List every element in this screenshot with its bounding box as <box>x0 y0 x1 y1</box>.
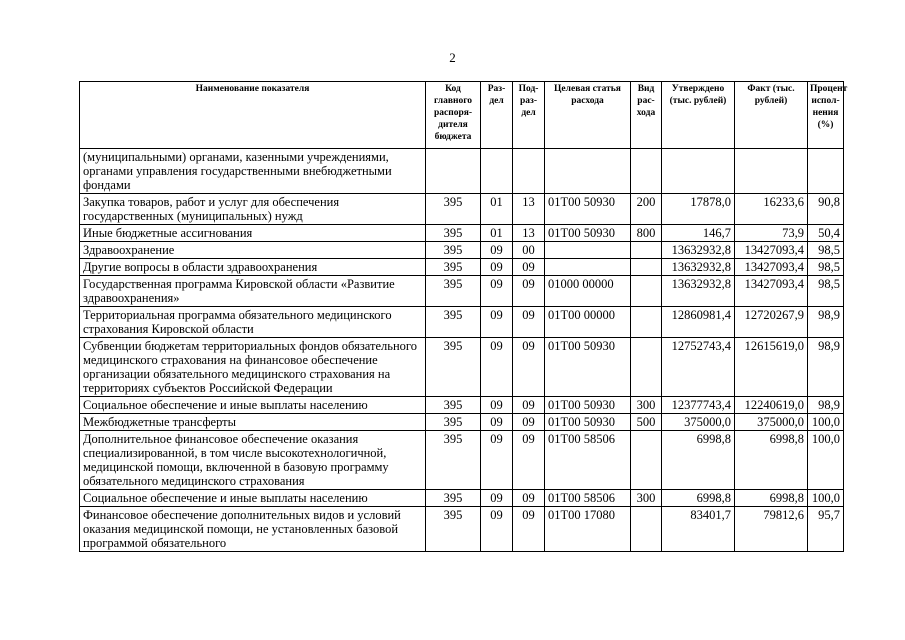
cell-section: 01 <box>481 194 513 225</box>
page-number: 2 <box>449 50 456 65</box>
cell-target: 01Т00 50930 <box>545 338 631 397</box>
cell-code: 395 <box>426 338 481 397</box>
cell-section: 09 <box>481 397 513 414</box>
cell-name: Социальное обеспечение и иные выплаты населению <box>80 397 426 414</box>
cell-actual: 13427093,4 <box>735 242 808 259</box>
cell-name: (муниципальными) органами, казенными учреждениями, органами управления государственными внебюджетными фондами <box>80 149 426 194</box>
cell-percent: 50,4 <box>808 225 844 242</box>
cell-section: 09 <box>481 338 513 397</box>
cell-section: 09 <box>481 276 513 307</box>
table-row <box>80 338 844 397</box>
header-approved: Утверждено (тыс. рублей) <box>662 82 735 149</box>
cell-code: 395 <box>426 397 481 414</box>
table-header-row <box>80 82 844 149</box>
cell-target: 01Т00 50930 <box>545 397 631 414</box>
cell-code: 395 <box>426 259 481 276</box>
cell-percent: 95,7 <box>808 507 844 552</box>
table-row <box>80 194 844 225</box>
cell-approved: 13632932,8 <box>662 259 735 276</box>
cell-code: 395 <box>426 490 481 507</box>
cell-percent <box>808 149 844 194</box>
header-subsection: Под-раз-дел <box>513 82 545 149</box>
header-section: Раз-дел <box>481 82 513 149</box>
cell-code: 395 <box>426 414 481 431</box>
cell-percent: 98,5 <box>808 242 844 259</box>
cell-type: 200 <box>631 194 662 225</box>
cell-target: 01Т00 50930 <box>545 194 631 225</box>
cell-section: 09 <box>481 242 513 259</box>
cell-type: 300 <box>631 397 662 414</box>
cell-target <box>545 259 631 276</box>
table-row <box>80 397 844 414</box>
cell-percent: 98,5 <box>808 276 844 307</box>
cell-subsection: 13 <box>513 194 545 225</box>
table-row <box>80 276 844 307</box>
cell-subsection: 13 <box>513 225 545 242</box>
cell-section: 09 <box>481 414 513 431</box>
cell-percent: 100,0 <box>808 414 844 431</box>
cell-approved: 146,7 <box>662 225 735 242</box>
header-percent: Процент испол-нения (%) <box>808 82 844 149</box>
cell-actual: 12720267,9 <box>735 307 808 338</box>
cell-subsection: 09 <box>513 507 545 552</box>
cell-target: 01Т00 58506 <box>545 431 631 490</box>
cell-approved: 12377743,4 <box>662 397 735 414</box>
table-row <box>80 242 844 259</box>
cell-type <box>631 507 662 552</box>
cell-actual: 13427093,4 <box>735 276 808 307</box>
cell-target: 01000 00000 <box>545 276 631 307</box>
cell-name: Дополнительное финансовое обеспечение оказания специализированной, в том числе высокотехнологичной, медицинской помощи, включенной в базовую программу обязательного медицинского страхования <box>80 431 426 490</box>
cell-subsection: 09 <box>513 259 545 276</box>
cell-name: Финансовое обеспечение дополнительных видов и условий оказания медицинской помощи, не установленных базовой программой обязательного <box>80 507 426 552</box>
cell-name: Здравоохранение <box>80 242 426 259</box>
cell-type <box>631 431 662 490</box>
cell-section: 09 <box>481 490 513 507</box>
cell-type: 800 <box>631 225 662 242</box>
cell-code: 395 <box>426 194 481 225</box>
cell-name: Другие вопросы в области здравоохранения <box>80 259 426 276</box>
cell-section: 09 <box>481 259 513 276</box>
cell-name: Субвенции бюджетам территориальных фондов обязательного медицинского страхования на финансовое обеспечение организации обязательного медицинского страхования на территориях субъектов Российской Федерации <box>80 338 426 397</box>
cell-actual: 79812,6 <box>735 507 808 552</box>
cell-name: Территориальная программа обязательного медицинского страхования Кировской области <box>80 307 426 338</box>
cell-target: 01Т00 17080 <box>545 507 631 552</box>
cell-name: Закупка товаров, работ и услуг для обеспечения государственных (муниципальных) нужд <box>80 194 426 225</box>
cell-percent: 98,9 <box>808 397 844 414</box>
cell-subsection: 09 <box>513 397 545 414</box>
cell-actual: 13427093,4 <box>735 259 808 276</box>
table-row <box>80 431 844 490</box>
cell-name: Межбюджетные трансферты <box>80 414 426 431</box>
cell-section: 09 <box>481 507 513 552</box>
cell-approved: 375000,0 <box>662 414 735 431</box>
cell-type: 300 <box>631 490 662 507</box>
cell-actual: 12615619,0 <box>735 338 808 397</box>
cell-percent: 98,9 <box>808 307 844 338</box>
cell-section <box>481 149 513 194</box>
budget-table <box>79 81 848 552</box>
cell-type <box>631 259 662 276</box>
cell-code: 395 <box>426 307 481 338</box>
cell-target: 01Т00 00000 <box>545 307 631 338</box>
cell-section: 09 <box>481 431 513 490</box>
cell-approved: 13632932,8 <box>662 276 735 307</box>
cell-section: 01 <box>481 225 513 242</box>
header-type: Вид рас-хода <box>631 82 662 149</box>
cell-subsection: 09 <box>513 338 545 397</box>
cell-type: 500 <box>631 414 662 431</box>
cell-subsection: 09 <box>513 431 545 490</box>
table-row <box>80 149 844 194</box>
cell-approved: 83401,7 <box>662 507 735 552</box>
cell-actual: 375000,0 <box>735 414 808 431</box>
header-actual: Факт (тыс. рублей) <box>735 82 808 149</box>
cell-actual: 6998,8 <box>735 490 808 507</box>
cell-name: Государственная программа Кировской области «Развитие здравоохранения» <box>80 276 426 307</box>
cell-type <box>631 149 662 194</box>
cell-type <box>631 338 662 397</box>
header-target: Целевая статья расхода <box>545 82 631 149</box>
cell-percent: 90,8 <box>808 194 844 225</box>
cell-target: 01Т00 50930 <box>545 225 631 242</box>
cell-target: 01Т00 50930 <box>545 414 631 431</box>
cell-name: Иные бюджетные ассигнования <box>80 225 426 242</box>
cell-type <box>631 307 662 338</box>
cell-percent: 100,0 <box>808 431 844 490</box>
cell-approved <box>662 149 735 194</box>
cell-subsection: 00 <box>513 242 545 259</box>
cell-subsection <box>513 149 545 194</box>
cell-target: 01Т00 58506 <box>545 490 631 507</box>
header-name: Наименование показателя <box>80 82 426 149</box>
cell-type <box>631 276 662 307</box>
cell-percent: 100,0 <box>808 490 844 507</box>
table-row <box>80 307 844 338</box>
cell-actual: 12240619,0 <box>735 397 808 414</box>
header-code: Код главного распоря-дителя бюджета <box>426 82 481 149</box>
cell-target <box>545 149 631 194</box>
cell-subsection: 09 <box>513 414 545 431</box>
cell-code: 395 <box>426 276 481 307</box>
cell-subsection: 09 <box>513 307 545 338</box>
table-row <box>80 490 844 507</box>
cell-actual: 16233,6 <box>735 194 808 225</box>
cell-approved: 6998,8 <box>662 490 735 507</box>
table-row <box>80 225 844 242</box>
cell-approved: 12860981,4 <box>662 307 735 338</box>
table-row <box>80 507 844 552</box>
cell-code: 395 <box>426 225 481 242</box>
cell-name: Социальное обеспечение и иные выплаты населению <box>80 490 426 507</box>
cell-percent: 98,5 <box>808 259 844 276</box>
cell-section: 09 <box>481 307 513 338</box>
cell-subsection: 09 <box>513 490 545 507</box>
cell-code: 395 <box>426 507 481 552</box>
cell-actual: 73,9 <box>735 225 808 242</box>
cell-code <box>426 149 481 194</box>
cell-approved: 6998,8 <box>662 431 735 490</box>
cell-approved: 13632932,8 <box>662 242 735 259</box>
cell-code: 395 <box>426 242 481 259</box>
table-row <box>80 414 844 431</box>
cell-type <box>631 242 662 259</box>
cell-actual <box>735 149 808 194</box>
cell-target <box>545 242 631 259</box>
cell-approved: 12752743,4 <box>662 338 735 397</box>
cell-percent: 98,9 <box>808 338 844 397</box>
cell-subsection: 09 <box>513 276 545 307</box>
cell-actual: 6998,8 <box>735 431 808 490</box>
cell-approved: 17878,0 <box>662 194 735 225</box>
cell-code: 395 <box>426 431 481 490</box>
table-row <box>80 259 844 276</box>
